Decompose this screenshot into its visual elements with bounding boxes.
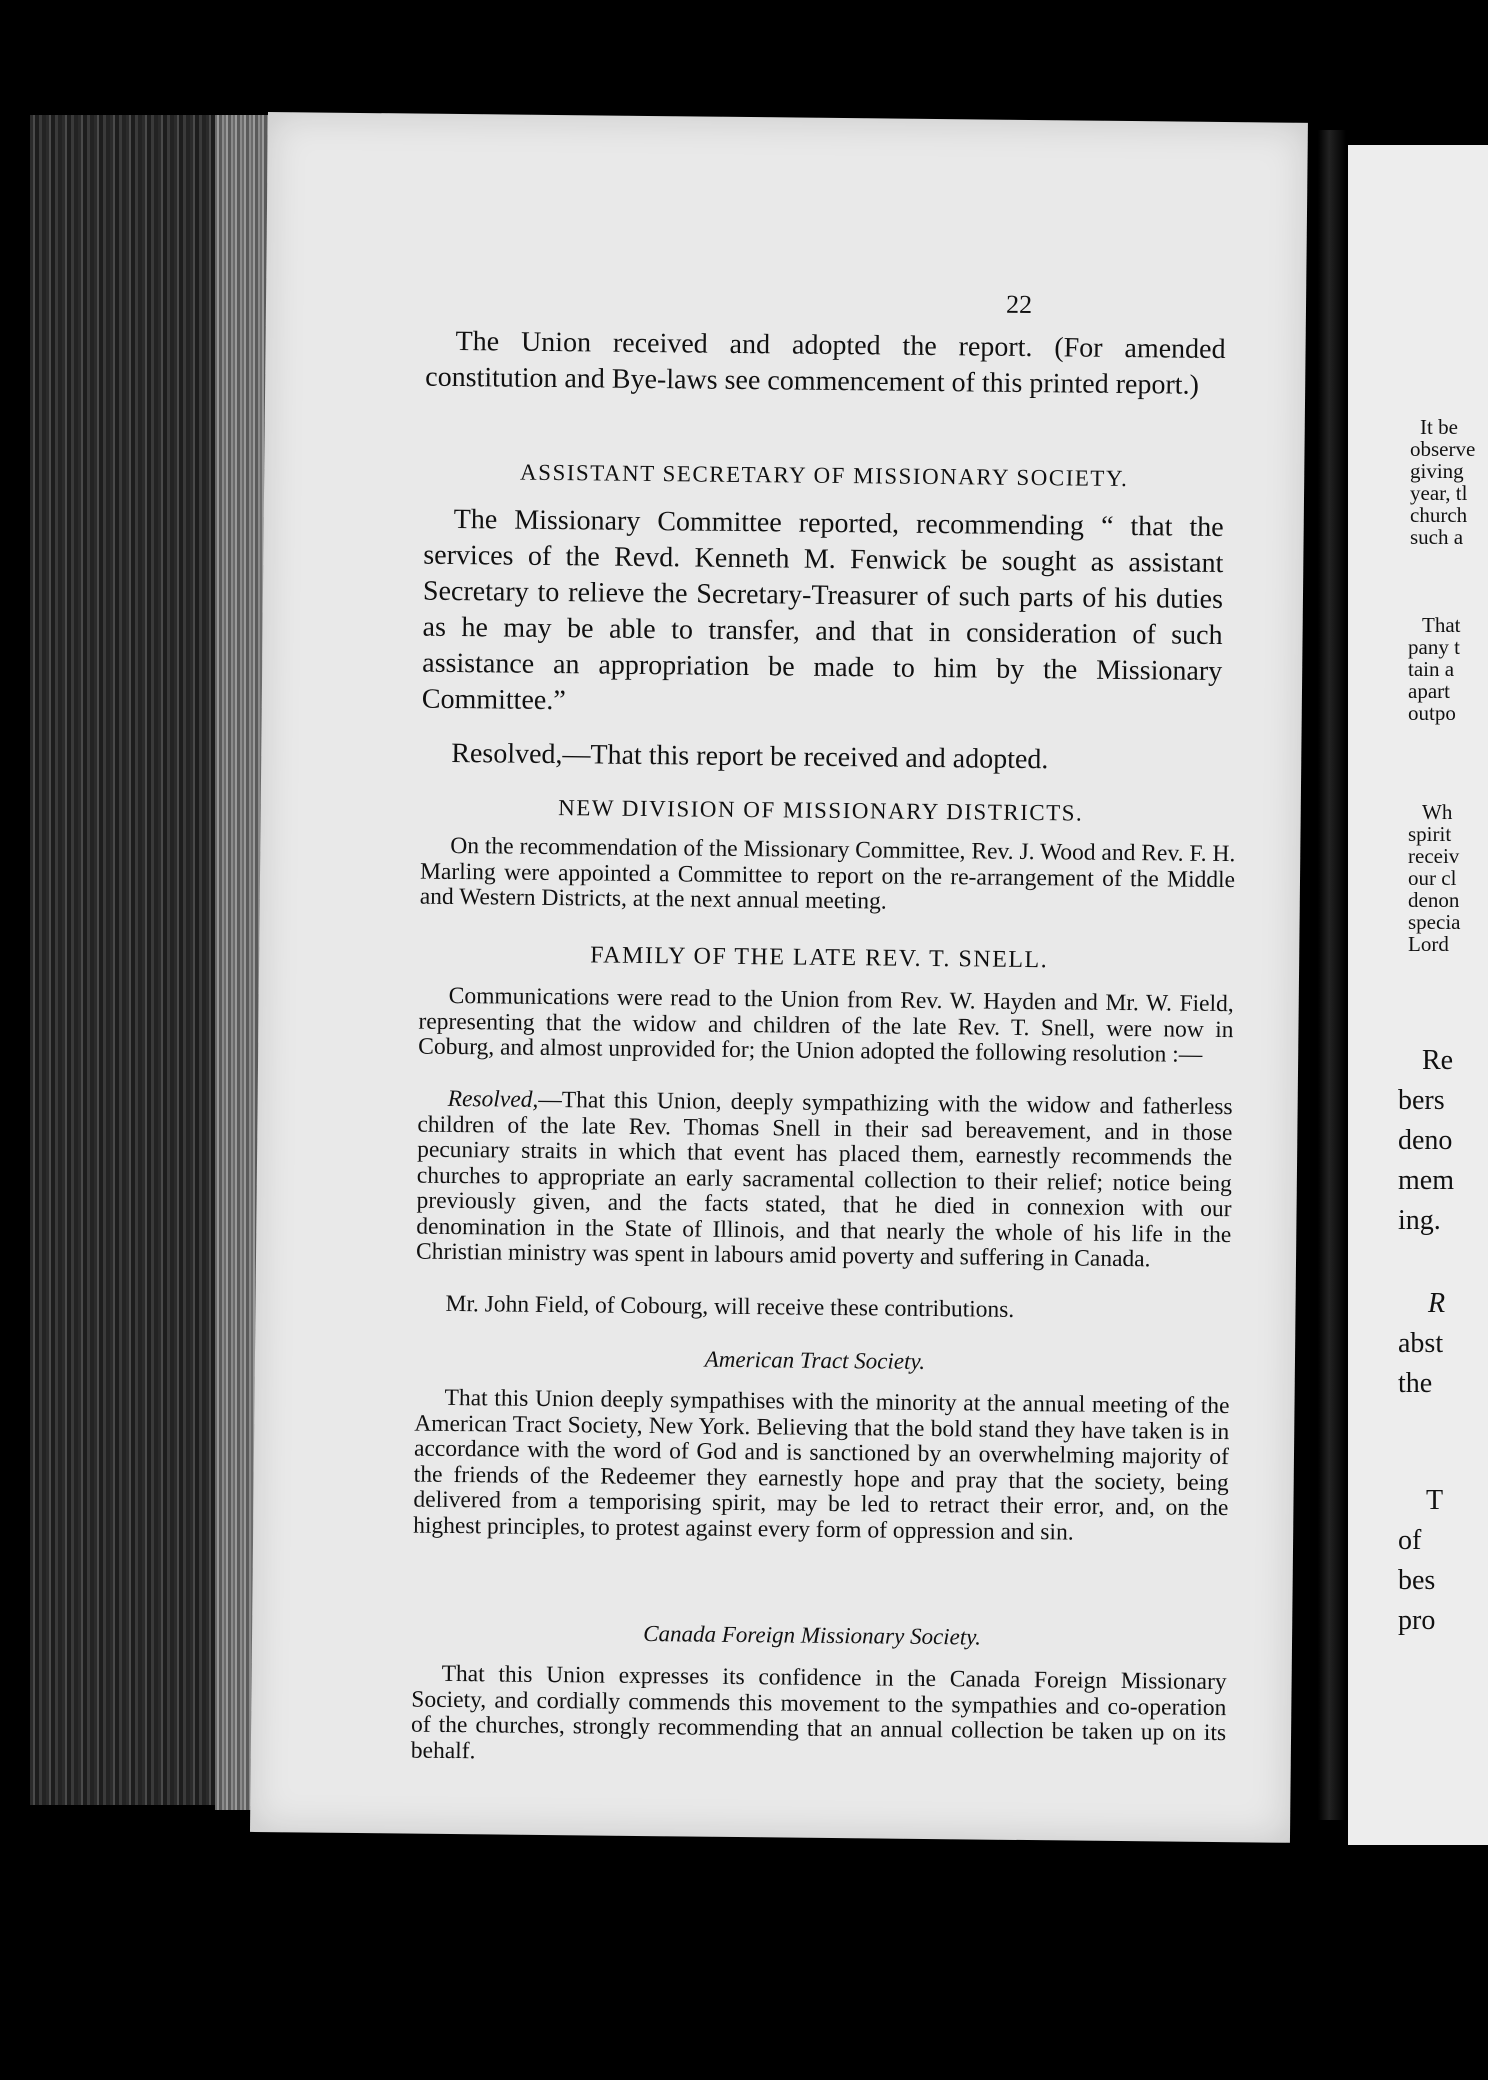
right-page-fragment: mem: [1398, 1165, 1454, 1196]
right-page-fragment: ing.: [1398, 1205, 1441, 1236]
right-page-fragment: R: [1428, 1288, 1446, 1319]
heading-family-snell: FAMILY OF THE LATE REV. T. SNELL.: [590, 942, 1049, 974]
right-page-fragment: pro: [1398, 1605, 1436, 1636]
right-page-fragment: receiv: [1408, 844, 1460, 868]
right-page: [1348, 145, 1488, 1845]
right-page-fragment: T: [1426, 1485, 1444, 1516]
right-page-fragment: our cl: [1408, 866, 1457, 890]
right-page-fragment: church: [1410, 503, 1468, 527]
right-page-fragment: giving: [1410, 459, 1464, 483]
paragraph-foreign-society: That this Union expresses its confidence in the Canada Foreign Missionary Society, and cordially commends this movement to the sympathies and co-operation of the churches, strongly recommending that an annual collection be taken up on its behalf.: [410, 1660, 1227, 1764]
right-page-fragment: apart: [1408, 679, 1450, 703]
page-number: 22: [1005, 289, 1033, 320]
right-page-fragment: of: [1398, 1525, 1422, 1556]
right-page-fragment: bes: [1398, 1565, 1436, 1596]
right-page-fragment: the: [1398, 1368, 1433, 1399]
resolved-label: Resolved,: [447, 1085, 539, 1113]
paragraph-contributions: Mr. John Field, of Cobourg, will receive these contributions.: [445, 1290, 1015, 1323]
right-page-fragment: That: [1422, 613, 1461, 637]
right-page-fragment: observe: [1410, 437, 1476, 461]
right-page-fragment: Wh: [1422, 800, 1453, 824]
paragraph-tract-society: That this Union deeply sympathises with the minority at the annual meeting of the American Tract Society, New York. Believing that the bold stand they have taken is in accordance with the word of God and is sanctioned by an overwhelming majority of the friends of the Redeemer they earnestly hope and pray that the society, being delivered from a temporising spirit, may be led to retract their error, and, on the highest principles, to protest against every form of oppression and sin.: [413, 1384, 1230, 1546]
right-page-fragment: abst: [1398, 1328, 1444, 1359]
heading-canada-foreign: Canada Foreign Missionary Society.: [643, 1621, 982, 1650]
heading-american-tract: American Tract Society.: [704, 1346, 926, 1374]
right-page-fragment: denon: [1408, 888, 1460, 912]
right-page-fragment: spirit: [1408, 822, 1452, 846]
right-page-fragment: It be: [1420, 415, 1458, 439]
paragraph-resolution-snell: [416, 1087, 1233, 1274]
right-page-fragment: tain a: [1408, 657, 1455, 681]
right-page-fragment: year, tl: [1410, 481, 1468, 505]
resolution-text: —That this Union, deeply sympathizing with the widow and fatherless children of the late Rev. Thomas Snell in their sad bereavement, and in those pecuniary straits in which that event has placed them, earnestly recommends the churches to appropriate an early sacramental collection to their relief; notice being previously given, and the facts stated, that he died in connexion with our denomination in the State of Illinois, and that nearly the whole of his life in the Christian ministry was spent in labours amid poverty and suffering in Canada.: [415, 1086, 1233, 1273]
right-page-fragment: deno: [1398, 1125, 1453, 1156]
paragraph-communications: Communications were read to the Union from Rev. W. Hayden and Mr. W. Field, representing that the widow and children of the late Rev. T. Snell, were now in Coburg, and almost unprovided for; the Union adopted the following resolution :—: [418, 982, 1234, 1068]
right-page-fragment: outpo: [1408, 701, 1456, 725]
right-page-fragment: Re: [1422, 1045, 1454, 1076]
book-gutter: [1318, 130, 1346, 1820]
heading-assistant-secretary: ASSISTANT SECRETARY OF MISSIONARY SOCIETY.: [519, 459, 1129, 492]
right-page-fragment: specia: [1408, 910, 1461, 934]
right-page-fragment: Lord: [1408, 932, 1449, 956]
right-page-fragment: bers: [1398, 1085, 1445, 1116]
right-page-fragment: such a: [1410, 525, 1464, 549]
heading-new-division: NEW DIVISION OF MISSIONARY DISTRICTS.: [558, 795, 1084, 826]
left-page: [250, 112, 1308, 1843]
paragraph-resolved-adopted: Resolved,—That this report be received and adopted.: [451, 737, 1049, 776]
page-content: [410, 114, 1263, 1764]
paragraph-districts: On the recommendation of the Missionary Committee, Rev. J. Wood and Rev. F. H. Marling were appointed a Committee to report on the re-arrangement of the Middle and Western Districts, at the next annual meeting.: [419, 832, 1236, 915]
paragraph-report-adopted: The Union received and adopted the report. (For amended constitution and Bye-laws see commencement of this printed report.): [425, 325, 1226, 401]
paragraph-missionary-committee: The Missionary Committee reported, recommending “ that the services of the Revd. Kenneth M. Fenwick be sought as assistant Secretary to relieve the Secretary-Treasurer of such parts of his duties as he may be able to transfer, and that in consideration of such assistance an appropriation be made to him by the Missionary Committee.”: [421, 503, 1224, 717]
right-page-fragment: pany t: [1408, 635, 1460, 659]
